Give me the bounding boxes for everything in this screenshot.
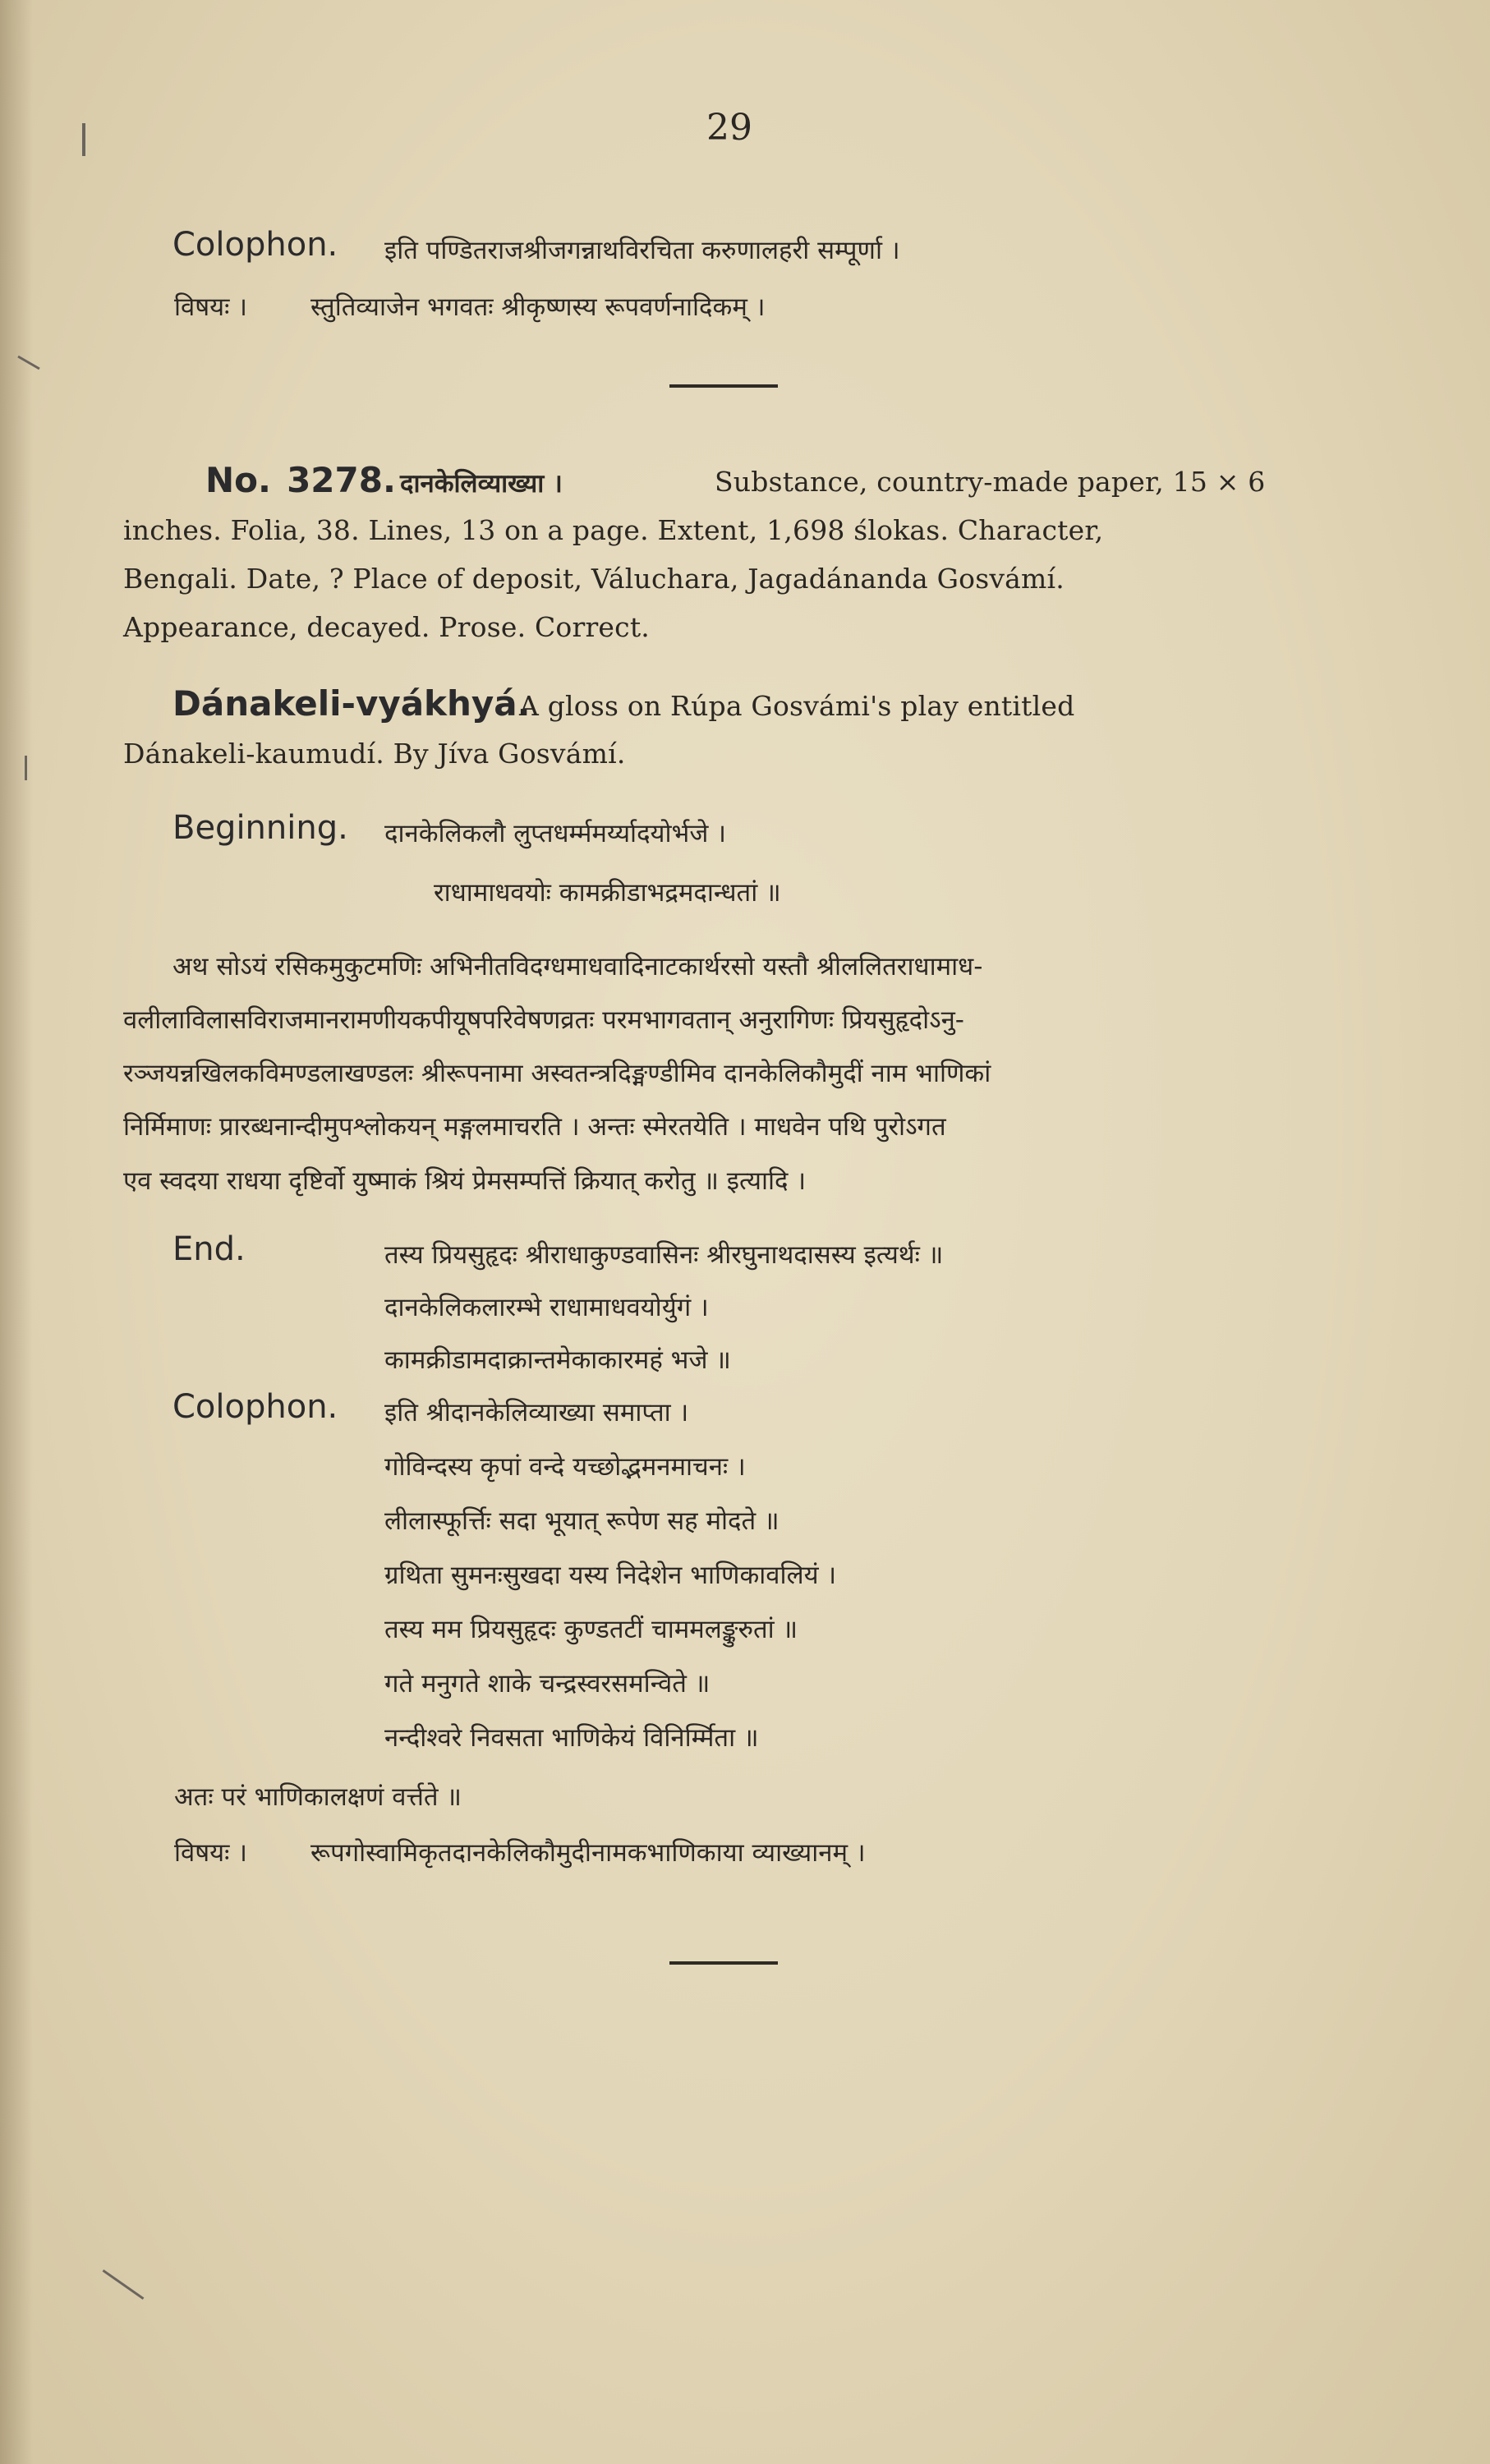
colophon2-line: तस्य मम प्रियसुहृदः कुण्डतटीं चाममलङ्कुरुतां ॥ [384,1615,798,1644]
page-number: 29 [706,107,752,149]
colophon2-line: ग्रथिता सुमनःसुखदा यस्य निदेशेन भाणिकावलियं । [384,1561,837,1590]
closing-line: अतः परं भाणिकालक्षणं वर्त्तते ॥ [174,1782,462,1812]
colophon2-line: गते मनुगते शाके चन्द्रस्वरसमन्विते ॥ [384,1669,711,1699]
section-divider [669,1961,778,1965]
end-line: कामक्रीडामदाक्रान्तमेकाकारमहं भजे ॥ [384,1345,731,1375]
end-line: दानकेलिकलारम्भे राधामाधवयोर्युगं । [384,1293,709,1322]
corner-smudge [103,2269,145,2300]
colophon-text: इति पण्डितराजश्रीजगन्नाथविरचिता करुणालहरी सम्पूर्णा । [384,236,900,265]
end-label: End. [172,1230,246,1268]
beginning-prose-line: रञ्जयन्नखिलकविमण्डलाखण्डलः श्रीरूपनामा अस्वतन्त्रदिङ्मण्डीमिव दानकेलिकौमुदीं नाम भाणिकां [123,1059,991,1088]
beginning-prose-line: वलीलाविलासविराजमानरामणीयकपीयूषपरिवेषणव्रतः परमभागवतान् अनुरागिणः प्रियसुहृदोऽनु- [123,1005,964,1035]
entry-description-line: Substance, country-made paper, 15 × 6 [715,466,1266,498]
beginning-verse-line: राधामाधवयोः कामक्रीडाभद्रमदान्धतां ॥ [434,878,781,908]
beginning-verse-line: दानकेलिकलौ लुप्तधर्म्ममर्य्यादयोर्भजे । [384,819,726,848]
beginning-prose-line: अथ सोऽयं रसिकमुकुटमणिः अभिनीतविदग्धमाधवादिनाटकार्थरसो यस्तौ श्रीललितराधामाध- [172,952,983,981]
entry-description-line: inches. Folia, 38. Lines, 13 on a page. Extent, 1,698 ślokas. Character, [123,514,1104,546]
colophon2-label: Colophon. [172,1388,338,1426]
work-description-line: A gloss on Rúpa Gosvámi's play entitled [519,690,1075,722]
entry-number: 3278. [287,460,396,500]
left-edge-mark [25,756,27,780]
binding-shadow [0,0,33,2464]
work-description-line: Dánakeli-kaumudí. By Jíva Gosvámí. [123,738,626,770]
colophon2-line: गोविन्दस्य कृपां वन्दे यच्छोद्भमनमाचनः । [384,1452,746,1482]
beginning-prose-line: एव स्वदया राधया दृष्टिर्वो युष्माकं श्रियं प्रेमसम्पत्तिं क्रियात् करोतु ॥ इत्यादि । [123,1166,807,1196]
work-title: Dánakeli-vyákhyá. [172,683,531,724]
end-line: तस्य प्रियसुहृदः श्रीराधाकुण्डवासिनः श्रीरघुनाथदासस्य इत्यर्थः ॥ [384,1240,944,1270]
entry-header [205,460,563,500]
subject-text: स्तुतिव्याजेन भगवतः श्रीकृष्णस्य रूपवर्णनादिकम् । [310,292,766,322]
entry-description-line: Bengali. Date, ? Place of deposit, Váluchara, Jagadánanda Gosvámí. [123,563,1065,595]
entry-description-line: Appearance, decayed. Prose. Correct. [123,611,650,643]
closing-subject-label: विषयः । [174,1838,248,1868]
beginning-prose-line: निर्मिमाणः प्रारब्धनान्दीमुपश्लोकयन् मङ्गलमाचरति । अन्तः स्मेरतयेति । माधवेन पथि पुरोऽगत [123,1112,946,1142]
closing-subject-text: रूपगोस्वामिकृतदानकेलिकौमुदीनामकभाणिकाया व्याख्यानम् । [310,1838,866,1868]
entry-title-deva: दानकेलिव्याख्या । [400,469,563,499]
subject-label: विषयः । [174,292,248,322]
colophon2-line: लीलास्फूर्त्तिः सदा भूयात् रूपेण सह मोदते ॥ [384,1506,779,1536]
entry-no-label: No. [205,460,271,500]
beginning-label: Beginning. [172,809,348,847]
left-edge-mark [82,123,85,156]
colophon2-line: इति श्रीदानकेलिव्याख्या समाप्ता । [384,1398,689,1427]
colophon-label: Colophon. [172,226,338,264]
colophon2-line: नन्दीश्वरे निवसता भाणिकेयं विनिर्म्मिता ॥ [384,1723,759,1753]
section-divider [669,384,778,388]
